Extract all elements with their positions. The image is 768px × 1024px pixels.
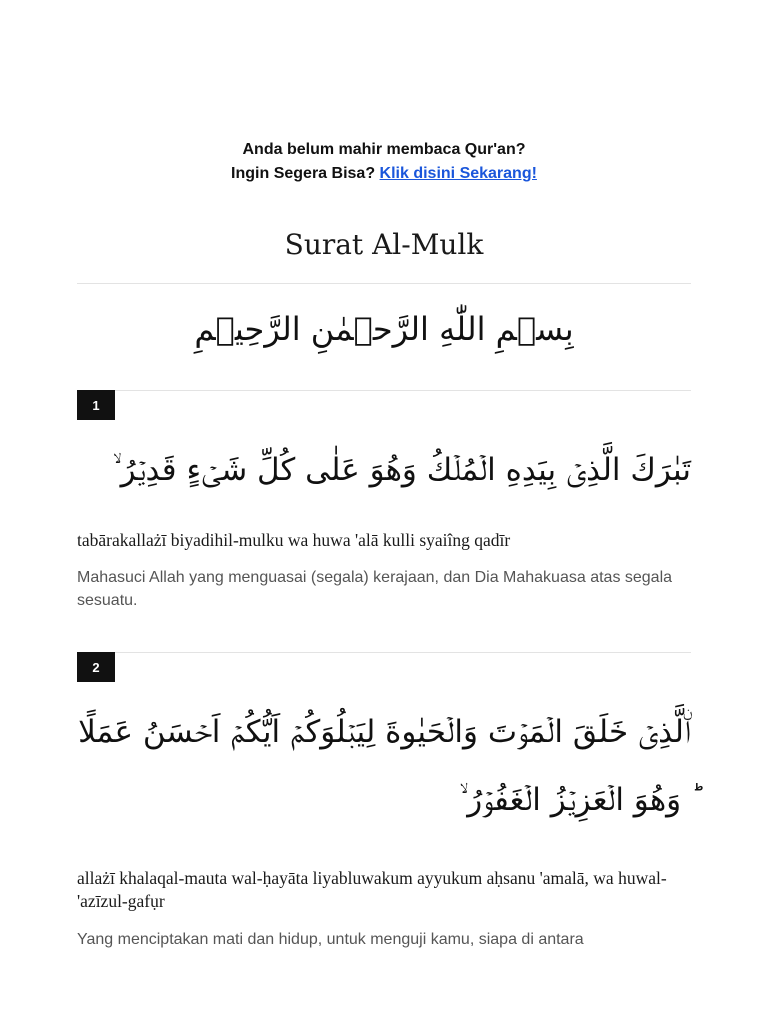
page-title: Surat Al-Mulk (284, 228, 484, 261)
verse-arabic: اۨلَّذِىۡ خَلَقَ الۡمَوۡتَ وَالۡحَيٰوةَ لِيَبۡلُوَكُمۡ اَيُّكُمۡ اَحۡسَنُ عَمَلًا ؕ وَهُوَ الۡعَزِيۡزُ الۡغَفُوۡرُ ۙ (78, 714, 691, 818)
verse-1-divider (77, 390, 691, 391)
promo-line-1: Anda belum mahir membaca Qur'an? (242, 141, 526, 158)
verse-number-badge: 1 (77, 390, 115, 420)
verse-2-divider (77, 652, 691, 653)
promo-link[interactable]: Klik disini Sekarang! (379, 165, 537, 182)
verse-translation: Mahasuci Allah yang menguasai (segala) kerajaan, dan Dia Mahakuasa atas segala sesuatu. (77, 569, 673, 609)
promo-line-2 (0, 162, 768, 186)
verse-number-badge: 2 (77, 652, 115, 682)
verse-transliteration: allażī khalaqal-mauta wal-ḥayāta liyabluwakum ayyukum aḥsanu 'amalā, wa huwal-'azīzul-gafụr (77, 868, 667, 911)
promo-prefix: Ingin Segera Bisa? (231, 165, 376, 182)
title-divider (77, 283, 691, 284)
promo-banner (0, 138, 768, 186)
verse-translation: Yang menciptakan mati dan hidup, untuk menguji kamu, siapa di antara (77, 931, 584, 948)
basmala: بِسۡمِ اللّٰهِ الرَّحۡمٰنِ الرَّحِيۡمِ (194, 310, 574, 348)
verse-arabic: تَبٰرَكَ الَّذِىۡ بِيَدِهِ الۡمُلۡكُ وَهُوَ عَلٰى كُلِّ شَىۡءٍ قَدِيۡرُ ۙ (112, 452, 691, 488)
verse-transliteration: tabārakallażī biyadihil-mulku wa huwa 'alā kulli syaiîng qadīr (77, 530, 511, 550)
